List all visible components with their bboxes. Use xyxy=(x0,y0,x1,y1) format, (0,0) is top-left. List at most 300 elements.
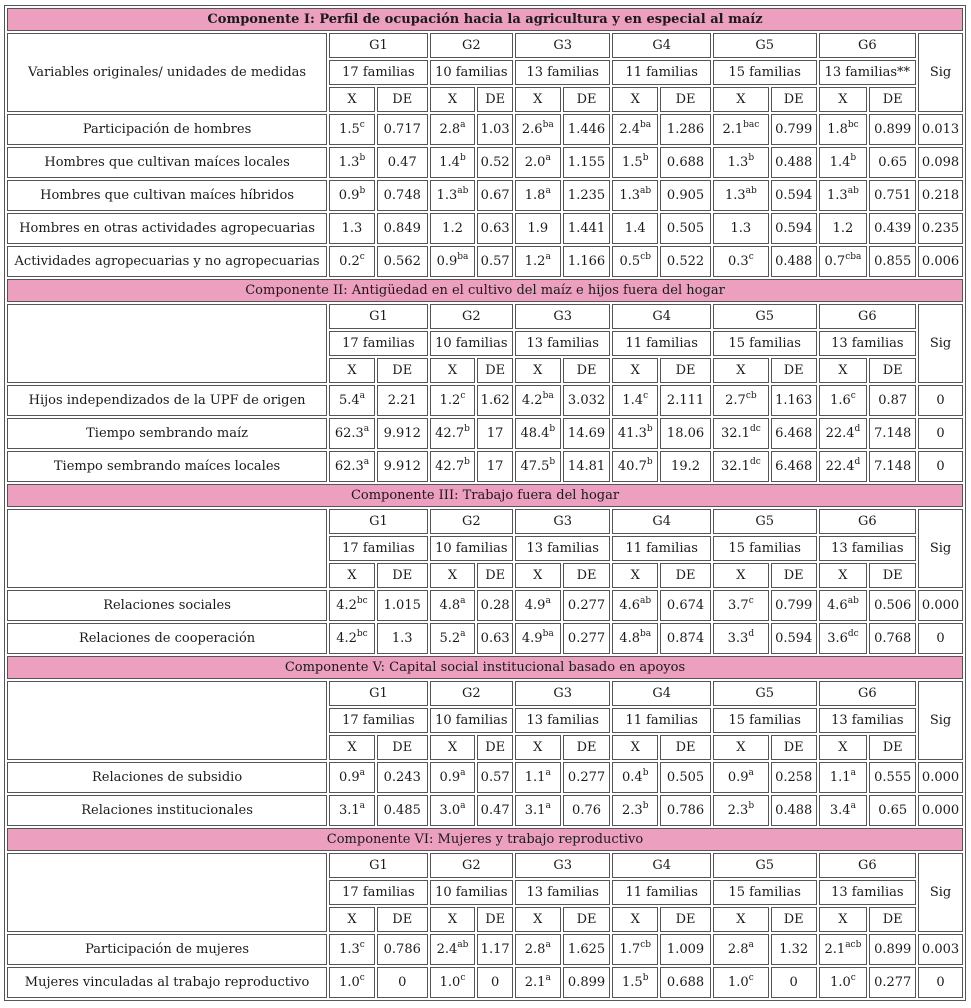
mean-cell xyxy=(612,934,658,965)
group-families: 17 familias xyxy=(329,60,428,85)
sd-cell: 0.57 xyxy=(477,246,513,277)
sig-cell: 0.013 xyxy=(918,114,963,145)
group-families: 13 familias xyxy=(819,708,917,733)
sig-cell: 0.218 xyxy=(918,180,963,211)
mean-header: X xyxy=(329,358,375,383)
group-families: 13 familias xyxy=(515,331,610,356)
mean-cell xyxy=(430,795,476,826)
group-name: G3 xyxy=(515,853,610,878)
mean-header: X xyxy=(515,358,561,383)
significance-letters: cb xyxy=(745,390,757,401)
sd-cell: 0 xyxy=(477,967,513,998)
mean-cell xyxy=(329,147,375,178)
mean-cell xyxy=(430,967,476,998)
sd-cell: 1.009 xyxy=(660,934,711,965)
sd-cell: 1.015 xyxy=(377,590,428,621)
sd-header: DE xyxy=(563,907,611,932)
significance-letters: c xyxy=(359,939,365,950)
mean-value: 1.3 xyxy=(619,188,641,203)
mean-cell xyxy=(515,934,561,965)
sd-header: DE xyxy=(477,563,513,588)
mean-cell xyxy=(329,623,375,654)
mean-value: 4.2 xyxy=(336,598,357,613)
variable-label: Participación de mujeres xyxy=(7,934,327,965)
mean-value: 1.4 xyxy=(624,221,646,236)
mean-cell xyxy=(329,180,375,211)
mean-value: 1.0 xyxy=(339,975,360,990)
mean-value: 5.2 xyxy=(439,631,461,646)
significance-letters: a xyxy=(748,939,754,950)
group-families: 13 familias xyxy=(819,536,917,561)
sd-cell: 0.277 xyxy=(869,967,916,998)
mean-value: 2.3 xyxy=(727,803,749,818)
mean-header: X xyxy=(430,907,476,932)
significance-letters: b xyxy=(549,423,556,434)
mean-cell xyxy=(612,590,658,621)
mean-value: 2.8 xyxy=(439,122,461,137)
significance-letters: a xyxy=(363,456,370,467)
sig-cell: 0.000 xyxy=(918,762,963,793)
group-name: G3 xyxy=(515,681,610,706)
mean-value: 2.1 xyxy=(524,975,546,990)
significance-letters: a xyxy=(748,767,754,778)
group-name: G2 xyxy=(430,509,513,534)
sd-cell: 0.277 xyxy=(563,762,611,793)
sd-cell: 9.912 xyxy=(377,451,428,482)
sig-cell: 0.235 xyxy=(918,213,963,244)
mean-cell xyxy=(819,213,868,244)
mean-value: 1.5 xyxy=(622,155,643,170)
mean-cell xyxy=(612,967,658,998)
sig-cell: 0 xyxy=(918,967,963,998)
mean-value: 3.1 xyxy=(524,803,546,818)
mean-value: 1.8 xyxy=(827,122,848,137)
significance-letters: dc xyxy=(749,456,761,467)
mean-cell xyxy=(713,147,769,178)
mean-value: 3.3 xyxy=(727,631,749,646)
sd-cell: 0.47 xyxy=(377,147,428,178)
significance-letters: ab xyxy=(640,185,652,196)
mean-header: X xyxy=(430,563,476,588)
sd-cell: 0.748 xyxy=(377,180,428,211)
mean-cell xyxy=(430,213,476,244)
mean-cell xyxy=(329,590,375,621)
mean-value: 5.4 xyxy=(338,393,360,408)
mean-cell xyxy=(819,590,868,621)
significance-letters: cb xyxy=(640,939,652,950)
mean-cell xyxy=(819,451,868,482)
mean-cell xyxy=(329,385,375,416)
section-title-row xyxy=(7,279,963,302)
mean-cell xyxy=(329,934,375,965)
mean-value: 1.8 xyxy=(524,188,546,203)
table-row xyxy=(7,762,963,793)
significance-letters: bac xyxy=(743,119,760,130)
significance-letters: c xyxy=(748,972,754,983)
significance-letters: b xyxy=(642,800,649,811)
variable-label: Actividades agropecuarias y no agropecuarias xyxy=(7,246,327,277)
significance-letters: ba xyxy=(640,628,652,639)
variable-label: Relaciones de subsidio xyxy=(7,762,327,793)
mean-cell xyxy=(612,623,658,654)
significance-letters: d xyxy=(854,423,861,434)
sd-cell: 0.522 xyxy=(660,246,711,277)
mean-cell xyxy=(515,418,561,449)
significance-letters: a xyxy=(545,800,551,811)
sig-header: Sig xyxy=(918,33,963,112)
mean-header: X xyxy=(329,907,375,932)
mean-value: 32.1 xyxy=(721,426,750,441)
sd-header: DE xyxy=(377,358,428,383)
mean-header: X xyxy=(713,87,769,112)
sd-cell: 1.166 xyxy=(563,246,611,277)
mean-header: X xyxy=(515,563,561,588)
mean-value: 1.3 xyxy=(827,188,848,203)
sig-cell: 0.000 xyxy=(918,590,963,621)
sd-cell: 6.468 xyxy=(771,451,817,482)
sd-cell: 14.81 xyxy=(563,451,611,482)
significance-letters: c xyxy=(460,972,466,983)
mean-header: X xyxy=(713,735,769,760)
mean-cell xyxy=(430,590,476,621)
mean-header: X xyxy=(819,907,868,932)
group-families: 13 familias xyxy=(515,536,610,561)
table-row xyxy=(7,623,963,654)
group-name: G4 xyxy=(612,33,711,58)
sd-cell: 0.674 xyxy=(660,590,711,621)
significance-letters: ab xyxy=(640,595,652,606)
significance-letters: a xyxy=(460,628,466,639)
mean-value: 2.3 xyxy=(622,803,643,818)
sd-cell: 0.277 xyxy=(563,590,611,621)
mean-value: 42.7 xyxy=(435,459,465,474)
mean-value: 1.3 xyxy=(436,188,458,203)
variable-label: Hijos independizados de la UPF de origen xyxy=(7,385,327,416)
mean-value: 3.0 xyxy=(439,803,461,818)
sd-cell: 7.148 xyxy=(869,418,916,449)
group-families: 13 familias** xyxy=(819,60,917,85)
mean-cell xyxy=(515,795,561,826)
sd-header: DE xyxy=(377,87,428,112)
significance-letters: a xyxy=(359,390,366,401)
mean-header: X xyxy=(819,87,868,112)
sig-cell: 0.098 xyxy=(918,147,963,178)
mean-value: 1.0 xyxy=(728,975,749,990)
group-name: G4 xyxy=(612,853,711,878)
sd-header: DE xyxy=(869,563,916,588)
group-name: G2 xyxy=(430,33,513,58)
sd-cell: 0.562 xyxy=(377,246,428,277)
mean-cell xyxy=(430,385,476,416)
significance-letters: d xyxy=(854,456,861,467)
variable-label: Hombres en otras actividades agropecuarias xyxy=(7,213,327,244)
group-families: 17 familias xyxy=(329,880,428,905)
significance-letters: b xyxy=(850,152,857,163)
mean-value: 4.6 xyxy=(827,598,848,613)
mean-value: 62.3 xyxy=(334,426,364,441)
sd-cell: 2.21 xyxy=(377,385,428,416)
sd-cell: 19.2 xyxy=(660,451,711,482)
sd-header: DE xyxy=(477,735,513,760)
sd-cell: 1.163 xyxy=(771,385,817,416)
sd-cell: 1.286 xyxy=(660,114,711,145)
mean-value: 1.4 xyxy=(439,155,460,170)
mean-value: 1.1 xyxy=(524,770,546,785)
mean-value: 1.3 xyxy=(341,221,363,236)
mean-value: 2.1 xyxy=(824,942,846,957)
mean-value: 42.7 xyxy=(435,426,465,441)
significance-letters: b xyxy=(459,152,466,163)
mean-cell xyxy=(713,795,769,826)
mean-cell xyxy=(819,147,868,178)
mean-header: X xyxy=(515,87,561,112)
significance-letters: a xyxy=(359,767,366,778)
sd-header: DE xyxy=(771,907,817,932)
significance-letters: dc xyxy=(847,628,859,639)
mean-value: 22.4 xyxy=(825,426,855,441)
group-families: 13 familias xyxy=(819,331,917,356)
significance-letters: b xyxy=(464,423,470,434)
mean-value: 1.2 xyxy=(439,393,461,408)
mean-cell xyxy=(713,180,769,211)
mean-value: 3.4 xyxy=(829,803,851,818)
mean-cell xyxy=(515,762,561,793)
sig-header: Sig xyxy=(918,681,963,760)
sd-cell: 0.63 xyxy=(477,213,513,244)
group-name: G2 xyxy=(430,853,513,878)
sd-header: DE xyxy=(660,563,711,588)
group-families: 13 familias xyxy=(515,880,610,905)
variable-header xyxy=(7,853,327,932)
mean-value: 1.3 xyxy=(730,221,752,236)
sd-cell: 0.874 xyxy=(660,623,711,654)
mean-cell xyxy=(329,451,375,482)
sd-header: DE xyxy=(377,563,428,588)
mean-cell xyxy=(713,934,769,965)
mean-value: 1.3 xyxy=(338,155,360,170)
mean-cell xyxy=(713,213,769,244)
sd-cell: 0.258 xyxy=(771,762,817,793)
variable-label: Hombres que cultivan maíces locales xyxy=(7,147,327,178)
section-title: Componente VI: Mujeres y trabajo reproductivo xyxy=(7,828,963,851)
group-name: G6 xyxy=(819,304,917,329)
mean-value: 2.4 xyxy=(619,122,641,137)
mean-cell xyxy=(819,623,868,654)
sd-cell: 0.65 xyxy=(869,795,916,826)
significance-letters: c xyxy=(748,251,754,262)
group-name: G6 xyxy=(819,853,917,878)
section-title: Componente III: Trabajo fuera del hogar xyxy=(7,484,963,507)
significance-letters: acb xyxy=(845,939,862,950)
sd-header: DE xyxy=(771,87,817,112)
group-families: 10 familias xyxy=(430,331,513,356)
mean-header: X xyxy=(713,563,769,588)
sd-cell: 0 xyxy=(771,967,817,998)
significance-letters: a xyxy=(545,767,551,778)
sd-cell: 0.799 xyxy=(771,590,817,621)
mean-value: 4.9 xyxy=(524,598,546,613)
mean-cell xyxy=(430,762,476,793)
sig-cell: 0 xyxy=(918,418,963,449)
group-families: 10 familias xyxy=(430,708,513,733)
significance-letters: a xyxy=(545,939,551,950)
significance-letters: b xyxy=(549,456,556,467)
sd-cell: 7.148 xyxy=(869,451,916,482)
mean-cell xyxy=(329,114,375,145)
significance-letters: ba xyxy=(542,628,554,639)
mean-cell xyxy=(713,590,769,621)
mean-cell xyxy=(819,385,868,416)
table-row xyxy=(7,147,963,178)
sd-header: DE xyxy=(869,907,916,932)
table-row xyxy=(7,967,963,998)
mean-value: 0.2 xyxy=(339,254,360,269)
group-families: 11 familias xyxy=(612,708,711,733)
group-name: G5 xyxy=(713,681,817,706)
significance-letters: b xyxy=(646,456,653,467)
mean-value: 0.7 xyxy=(824,254,846,269)
mean-value: 48.4 xyxy=(520,426,550,441)
table-row xyxy=(7,590,963,621)
mean-cell xyxy=(515,147,561,178)
mean-cell xyxy=(713,246,769,277)
mean-cell xyxy=(819,114,868,145)
group-header-row xyxy=(7,304,963,329)
mean-cell xyxy=(612,147,658,178)
sd-cell: 0.67 xyxy=(477,180,513,211)
variable-label: Participación de hombres xyxy=(7,114,327,145)
group-families: 13 familias xyxy=(515,708,610,733)
sd-cell: 0.899 xyxy=(563,967,611,998)
mean-value: 1.0 xyxy=(439,975,461,990)
mean-cell xyxy=(515,180,561,211)
section-title: Componente II: Antigüedad en el cultivo del maíz e hijos fuera del hogar xyxy=(7,279,963,302)
significance-letters: a xyxy=(850,767,856,778)
significance-letters: b xyxy=(748,152,755,163)
sd-cell: 17 xyxy=(477,418,513,449)
sd-cell: 0 xyxy=(377,967,428,998)
sd-cell: 0.786 xyxy=(660,795,711,826)
group-families: 10 familias xyxy=(430,60,513,85)
sd-header: DE xyxy=(660,87,711,112)
section-title: Componente I: Perfil de ocupación hacia la agricultura y en especial al maíz xyxy=(7,8,963,31)
sd-header: DE xyxy=(477,87,513,112)
mean-header: X xyxy=(515,735,561,760)
group-name: G6 xyxy=(819,681,917,706)
results-table xyxy=(4,5,966,1001)
group-families: 17 familias xyxy=(329,331,428,356)
mean-value: 0.9 xyxy=(338,770,360,785)
sd-cell: 0.76 xyxy=(563,795,611,826)
significance-letters: a xyxy=(460,800,466,811)
sd-cell: 9.912 xyxy=(377,418,428,449)
sd-header: DE xyxy=(771,735,817,760)
significance-letters: a xyxy=(545,251,551,262)
mean-cell xyxy=(612,418,658,449)
group-name: G5 xyxy=(713,853,817,878)
mean-header: X xyxy=(819,735,868,760)
mean-header: X xyxy=(819,563,868,588)
significance-letters: ab xyxy=(745,185,757,196)
table-row xyxy=(7,451,963,482)
significance-letters: cb xyxy=(640,251,652,262)
significance-letters: bc xyxy=(847,119,859,130)
group-name: G1 xyxy=(329,681,428,706)
significance-letters: b xyxy=(642,972,649,983)
mean-value: 22.4 xyxy=(825,459,855,474)
mean-value: 47.5 xyxy=(520,459,550,474)
sig-cell: 0 xyxy=(918,451,963,482)
mean-cell xyxy=(515,590,561,621)
variable-label: Relaciones sociales xyxy=(7,590,327,621)
mean-value: 3.7 xyxy=(728,598,749,613)
sd-cell: 1.625 xyxy=(563,934,611,965)
mean-cell xyxy=(713,385,769,416)
mean-cell xyxy=(819,246,868,277)
mean-cell xyxy=(430,451,476,482)
significance-letters: dc xyxy=(749,423,761,434)
mean-cell xyxy=(329,418,375,449)
mean-value: 1.4 xyxy=(622,393,644,408)
group-name: G2 xyxy=(430,681,513,706)
significance-letters: a xyxy=(545,152,551,163)
mean-value: 2.4 xyxy=(436,942,458,957)
sd-cell: 1.441 xyxy=(563,213,611,244)
mean-cell xyxy=(819,934,868,965)
group-name: G1 xyxy=(329,509,428,534)
mean-cell xyxy=(612,795,658,826)
sd-cell: 0.63 xyxy=(477,623,513,654)
group-name: G3 xyxy=(515,33,610,58)
sd-cell: 0.688 xyxy=(660,147,711,178)
sd-cell: 0.505 xyxy=(660,213,711,244)
sd-cell: 0.52 xyxy=(477,147,513,178)
mean-value: 41.3 xyxy=(617,426,647,441)
group-name: G4 xyxy=(612,681,711,706)
sd-cell: 0.905 xyxy=(660,180,711,211)
group-name: G5 xyxy=(713,33,817,58)
variable-label: Tiempo sembrando maíces locales xyxy=(7,451,327,482)
section-title-row xyxy=(7,8,963,31)
significance-letters: b xyxy=(748,800,755,811)
sd-cell: 0.28 xyxy=(477,590,513,621)
mean-value: 1.6 xyxy=(830,393,851,408)
mean-value: 4.2 xyxy=(521,393,543,408)
group-families: 10 familias xyxy=(430,880,513,905)
significance-letters: bc xyxy=(356,628,368,639)
sd-header: DE xyxy=(563,735,611,760)
group-name: G6 xyxy=(819,33,917,58)
significance-letters: bc xyxy=(356,595,368,606)
sd-cell: 0.47 xyxy=(477,795,513,826)
group-name: G3 xyxy=(515,304,610,329)
mean-cell xyxy=(430,934,476,965)
mean-value: 0.3 xyxy=(728,254,749,269)
sd-cell: 0.488 xyxy=(771,795,817,826)
group-name: G1 xyxy=(329,33,428,58)
group-header-row xyxy=(7,509,963,534)
mean-value: 1.2 xyxy=(832,221,854,236)
significance-letters: c xyxy=(359,972,365,983)
sd-header: DE xyxy=(563,563,611,588)
sd-cell: 6.468 xyxy=(771,418,817,449)
group-families: 15 familias xyxy=(713,708,817,733)
mean-value: 1.0 xyxy=(830,975,851,990)
group-families: 11 familias xyxy=(612,331,711,356)
sd-cell: 1.235 xyxy=(563,180,611,211)
mean-header: X xyxy=(329,87,375,112)
mean-value: 4.9 xyxy=(521,631,543,646)
